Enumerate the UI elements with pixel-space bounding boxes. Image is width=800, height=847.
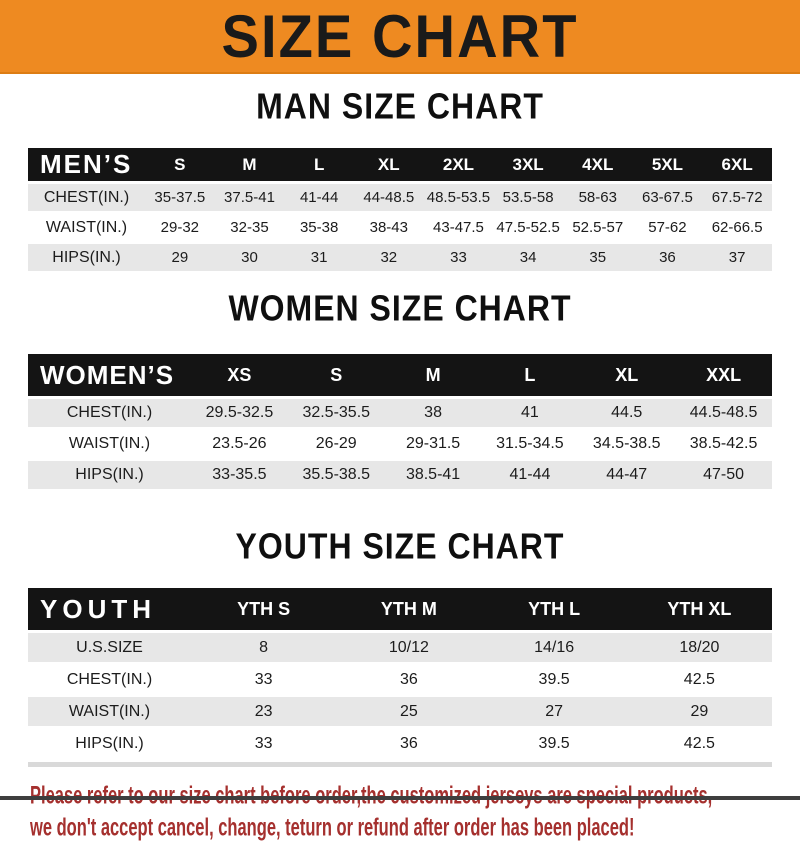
disclaimer-line-2: we don't accept cancel, change, teturn or refund after order has been placed! [30, 813, 635, 842]
size-cell: 62-66.5 [702, 214, 772, 241]
size-cell: 25 [336, 697, 481, 726]
youth-hips-row [28, 729, 772, 758]
women-section-heading [0, 287, 800, 333]
size-column-header: 6XL [702, 148, 772, 181]
size-cell: 29-31.5 [385, 430, 482, 458]
size-cell: 39.5 [482, 729, 627, 758]
size-cell: 37.5-41 [215, 184, 285, 211]
size-column-header: 2XL [424, 148, 494, 181]
row-label: WAIST(IN.) [28, 697, 191, 726]
size-cell: 33-35.5 [191, 461, 288, 489]
size-column-header: S [145, 148, 215, 181]
size-column-header: S [288, 354, 385, 396]
size-cell: 27 [482, 697, 627, 726]
size-cell: 32.5-35.5 [288, 399, 385, 427]
size-cell: 33 [424, 244, 494, 271]
womens-header-row [28, 354, 772, 396]
youth-header-row [28, 588, 772, 630]
youth-table-title: YOUTH [28, 588, 191, 630]
size-column-header: XXL [675, 354, 772, 396]
youth-waist-row [28, 697, 772, 726]
size-cell: 38.5-42.5 [675, 430, 772, 458]
row-label: U.S.SIZE [28, 633, 191, 662]
size-cell: 29.5-32.5 [191, 399, 288, 427]
size-cell: 43-47.5 [424, 214, 494, 241]
size-cell: 52.5-57 [563, 214, 633, 241]
size-cell: 47-50 [675, 461, 772, 489]
size-cell: 67.5-72 [702, 184, 772, 211]
row-label: CHEST(IN.) [28, 184, 145, 211]
mens-table-title: MEN’S [28, 148, 145, 181]
size-cell: 47.5-52.5 [493, 214, 563, 241]
size-cell: 37 [702, 244, 772, 271]
mens-waist-row [28, 214, 772, 241]
womens-chest-row [28, 399, 772, 427]
mens-hips-row [28, 244, 772, 271]
size-cell: 63-67.5 [633, 184, 703, 211]
size-cell: 44-47 [578, 461, 675, 489]
size-cell: 48.5-53.5 [424, 184, 494, 211]
size-chart-banner [0, 0, 800, 74]
size-cell: 29 [145, 244, 215, 271]
size-cell: 39.5 [482, 665, 627, 694]
size-cell: 36 [336, 729, 481, 758]
size-column-header: M [215, 148, 285, 181]
size-cell: 44.5 [578, 399, 675, 427]
size-cell: 41-44 [481, 461, 578, 489]
size-column-header: 4XL [563, 148, 633, 181]
size-cell: 36 [336, 665, 481, 694]
size-column-header: YTH L [482, 588, 627, 630]
size-column-header: XL [578, 354, 675, 396]
womens-table-title: WOMEN’S [28, 354, 191, 396]
mens-chest-row [28, 184, 772, 211]
row-label: WAIST(IN.) [28, 214, 145, 241]
row-label: HIPS(IN.) [28, 729, 191, 758]
size-cell: 38 [385, 399, 482, 427]
youth-heading-text: YOUTH SIZE CHART [235, 525, 565, 567]
image-bottom-border [0, 796, 800, 800]
size-cell: 53.5-58 [493, 184, 563, 211]
row-label: CHEST(IN.) [28, 399, 191, 427]
youth-section-heading [0, 525, 800, 571]
size-cell: 30 [215, 244, 285, 271]
size-cell: 18/20 [627, 633, 772, 662]
size-cell: 42.5 [627, 665, 772, 694]
size-cell: 34.5-38.5 [578, 430, 675, 458]
mens-size-table [28, 145, 772, 274]
size-column-header: L [481, 354, 578, 396]
size-cell: 33 [191, 729, 336, 758]
size-column-header: M [385, 354, 482, 396]
size-cell: 44-48.5 [354, 184, 424, 211]
table-bottom-edge [28, 762, 772, 767]
size-cell: 32-35 [215, 214, 285, 241]
size-cell: 44.5-48.5 [675, 399, 772, 427]
size-column-header: YTH S [191, 588, 336, 630]
womens-waist-row [28, 430, 772, 458]
size-column-header: YTH M [336, 588, 481, 630]
size-cell: 23.5-26 [191, 430, 288, 458]
size-cell: 14/16 [482, 633, 627, 662]
size-cell: 26-29 [288, 430, 385, 458]
banner-title: SIZE CHART [221, 1, 579, 71]
size-cell: 29-32 [145, 214, 215, 241]
men-heading-text: MAN SIZE CHART [256, 85, 544, 127]
disclaimer-note [30, 783, 800, 847]
size-column-header: 5XL [633, 148, 703, 181]
row-label: CHEST(IN.) [28, 665, 191, 694]
size-cell: 41 [481, 399, 578, 427]
size-column-header: 3XL [493, 148, 563, 181]
size-cell: 35-37.5 [145, 184, 215, 211]
women-heading-text: WOMEN SIZE CHART [228, 287, 572, 329]
size-cell: 35-38 [284, 214, 354, 241]
size-cell: 33 [191, 665, 336, 694]
youth-ussize-row [28, 633, 772, 662]
size-cell: 34 [493, 244, 563, 271]
womens-size-table [28, 351, 772, 492]
size-cell: 38.5-41 [385, 461, 482, 489]
size-cell: 31 [284, 244, 354, 271]
size-cell: 10/12 [336, 633, 481, 662]
size-cell: 57-62 [633, 214, 703, 241]
size-column-header: XL [354, 148, 424, 181]
mens-header-row [28, 148, 772, 181]
size-cell: 29 [627, 697, 772, 726]
row-label: HIPS(IN.) [28, 461, 191, 489]
youth-size-table [28, 585, 772, 761]
row-label: HIPS(IN.) [28, 244, 145, 271]
size-cell: 58-63 [563, 184, 633, 211]
size-cell: 42.5 [627, 729, 772, 758]
men-section-heading [0, 85, 800, 131]
youth-chest-row [28, 665, 772, 694]
size-column-header: YTH XL [627, 588, 772, 630]
size-column-header: XS [191, 354, 288, 396]
womens-hips-row [28, 461, 772, 489]
size-cell: 38-43 [354, 214, 424, 241]
size-cell: 35 [563, 244, 633, 271]
size-column-header: L [284, 148, 354, 181]
size-cell: 41-44 [284, 184, 354, 211]
size-cell: 32 [354, 244, 424, 271]
row-label: WAIST(IN.) [28, 430, 191, 458]
size-cell: 35.5-38.5 [288, 461, 385, 489]
size-cell: 31.5-34.5 [481, 430, 578, 458]
size-cell: 23 [191, 697, 336, 726]
size-cell: 36 [633, 244, 703, 271]
size-cell: 8 [191, 633, 336, 662]
